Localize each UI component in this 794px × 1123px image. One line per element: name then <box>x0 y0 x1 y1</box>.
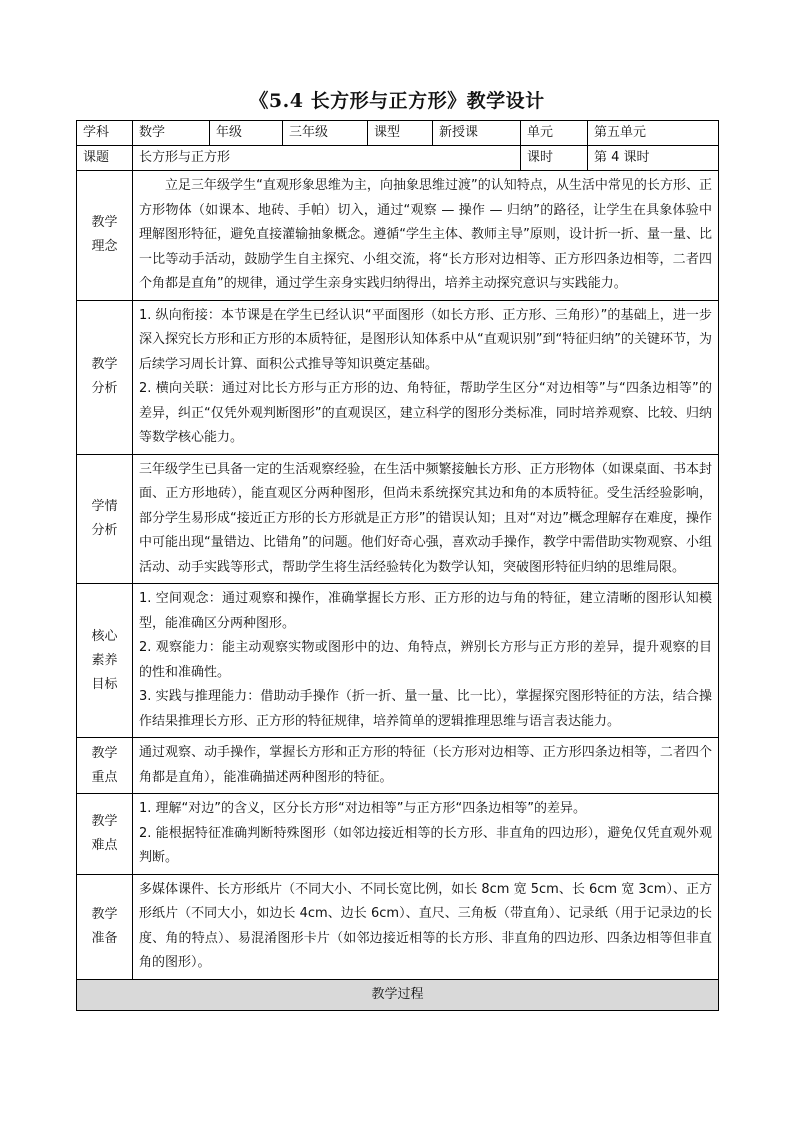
preparation-row <box>77 874 719 979</box>
learners-row <box>77 454 719 584</box>
process-row <box>77 979 719 1010</box>
literacy-paragraph: 1. 空间观念：通过观察和操作，准确掌握长方形、正方形的边与角的特征，建立清晰的图形认知模型，能准确区分两种图形。 <box>139 591 712 631</box>
analysis-paragraph: 1. 纵向衔接：本节课是在学生已经认识“平面图形（如长方形、正方形、三角形）”的基础上，进一步深入探究长方形和正方形的本质特征，是图形认知体系中从“直观识别”到“特征归纳”的关键环节，为后续学习周长计算、面积公式推导等知识奠定基础。 <box>139 307 712 372</box>
difficulties-text <box>133 794 719 875</box>
concept-row <box>77 171 719 301</box>
unit-value: 第五单元 <box>588 121 719 146</box>
literacy-row <box>77 584 719 738</box>
topic-value: 长方形与正方形 <box>133 146 521 171</box>
preparation-label: 教学 准备 <box>77 874 133 979</box>
difficulties-paragraph: 1. 理解“对边”的含义，区分长方形“对边相等”与正方形“四条边相等”的差异。 <box>139 801 586 816</box>
lesson-plan-table <box>76 120 719 1011</box>
document-title: 《5.4 长方形与正方形》教学设计 <box>249 90 545 112</box>
grade-label: 年级 <box>210 121 283 146</box>
literacy-text <box>133 584 719 738</box>
period-label: 课时 <box>521 146 588 171</box>
key-points-label: 教学 重点 <box>77 738 133 794</box>
analysis-label: 教学 分析 <box>77 300 133 454</box>
process-heading: 教学过程 <box>77 979 719 1010</box>
header-row-1 <box>77 121 719 146</box>
literacy-paragraph: 3. 实践与推理能力：借助动手操作（折一折、量一量、比一比），掌握探究图形特征的方法，结合操作结果推理长方形、正方形的特征规律，培养简单的逻辑推理思维与语言表达能力。 <box>139 689 712 729</box>
subject-value: 数学 <box>133 121 210 146</box>
analysis-paragraph: 2. 横向关联：通过对比长方形与正方形的边、角特征，帮助学生区分“对边相等”与“四条边相等”的差异，纠正“仅凭外观判断图形”的直观误区，建立科学的图形分类标准，同时培养观察、比较、归纳等数学核心能力。 <box>139 381 712 445</box>
literacy-paragraph: 2. 观察能力：能主动观察实物或图形中的边、角特点，辨别长方形与正方形的差异，提升观察的目的性和准确性。 <box>139 640 712 680</box>
literacy-label: 核心 素养 目标 <box>77 584 133 738</box>
grade-value: 三年级 <box>283 121 368 146</box>
difficulties-row <box>77 794 719 875</box>
difficulties-paragraph: 2. 能根据特征准确判断特殊图形（如邻边接近相等的长方形、非直角的四边形），避免仅凭直观外观判断。 <box>139 825 712 865</box>
key-points-text: 通过观察、动手操作，掌握长方形和正方形的特征（长方形对边相等、正方形四条边相等，二者四个角都是直角），能准确描述两种图形的特征。 <box>133 738 719 794</box>
key-points-row <box>77 738 719 794</box>
learners-label: 学情 分析 <box>77 454 133 584</box>
learners-text: 三年级学生已具备一定的生活观察经验，在生活中频繁接触长方形、正方形物体（如课桌面、书本封面、正方形地砖），能直观区分两种图形，但尚未系统探究其边和角的本质特征。受生活经验影响，部分学生易形成“接近正方形的长方形就是正方形”的错误认知；且对“对边”概念理解存在难度，操作中可能出现“量错边、比错角”的问题。他们好奇心强，喜欢动手操作，教学中需借助实物观察、小组活动、动手实践等形式，帮助学生将生活经验转化为数学认知，突破图形特征归纳的思维局限。 <box>133 454 719 584</box>
analysis-row <box>77 300 719 454</box>
header-row-2 <box>77 146 719 171</box>
preparation-text: 多媒体课件、长方形纸片（不同大小、不同长宽比例，如长 8cm 宽 5cm、长 6cm 宽 3cm）、正方形纸片（不同大小，如边长 4cm、边长 6cm）、直尺、三角板（带直角）、记录纸（用于记录边的长度、角的特点）、易混淆图形卡片（如邻边接近相等的长方形、非直角的四边形、四条边相等但非直角的图形）。 <box>133 874 719 979</box>
topic-label: 课题 <box>77 146 133 171</box>
lesson-type-value: 新授课 <box>433 121 521 146</box>
lesson-type-label: 课型 <box>368 121 433 146</box>
concept-text: 立足三年级学生“直观形象思维为主，向抽象思维过渡”的认知特点，从生活中常见的长方形、正方形物体（如课本、地砖、手帕）切入，通过“观察 — 操作 — 归纳”的路径，让学生在具象体验中理解图形特征，避免直接灌输抽象概念。遵循“学生主体、教师主导”原则，设计折一折、量一量、比一比等动手活动，鼓励学生自主探究、小组交流，将“长方形对边相等、正方形四条边相等，二者四个角都是直角”的规律，通过学生亲身实践归纳得出，培养主动探究意识与实践能力。 <box>133 171 719 301</box>
subject-label: 学科 <box>77 121 133 146</box>
unit-label: 单元 <box>521 121 588 146</box>
analysis-text <box>133 300 719 454</box>
concept-label: 教学 理念 <box>77 171 133 301</box>
period-value: 第 4 课时 <box>588 146 719 171</box>
difficulties-label: 教学 难点 <box>77 794 133 875</box>
